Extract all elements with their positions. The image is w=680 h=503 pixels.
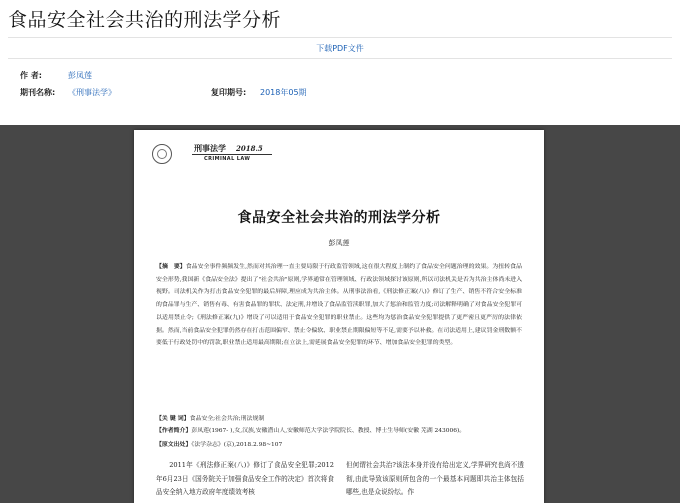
author-label: 作 者: bbox=[20, 71, 42, 80]
journal-issue: 2018.5 bbox=[236, 144, 263, 153]
abstract-label: 【摘 要】 bbox=[156, 263, 186, 270]
keywords-label: 【关 键 词】 bbox=[156, 415, 190, 422]
issue-label: 复印期号: bbox=[211, 88, 247, 97]
issue-link[interactable]: 2018年05期 bbox=[260, 88, 307, 97]
author-intro-label: 【作者简介】 bbox=[156, 427, 192, 434]
source-text: 《法学杂志》(京),2018.2.98~107 bbox=[191, 442, 283, 448]
author-intro bbox=[156, 425, 522, 438]
journal-name: 刑事法学 bbox=[194, 143, 226, 153]
author-row bbox=[20, 70, 42, 81]
page-title: 食品安全社会共治的刑法学分析 bbox=[8, 9, 282, 31]
journal-link[interactable]: 《刑事法学》 bbox=[68, 88, 116, 97]
author-link[interactable]: 彭凤莲 bbox=[68, 71, 92, 80]
download-pdf-link[interactable]: 下载PDF文件 bbox=[316, 44, 364, 53]
abstract bbox=[156, 261, 522, 350]
divider bbox=[8, 58, 672, 59]
author-intro-text: 彭凤莲(1967- ),女,汉族,安徽潜山人,安徽师范大学法学院院长、教授、博士生导师(安徽 芜湖 243006)。 bbox=[191, 428, 466, 434]
pdf-page bbox=[134, 130, 544, 503]
article-title: 食品安全社会共治的刑法学分析 bbox=[237, 210, 441, 226]
abstract-text: 食品安全事件频频发生,然而对其治理一直主要局限于行政监管领域,这在很大程度上制约了食品安全问题治理的效果。为扭转食品安全形势,我国新《食品安全法》提出了"社会共治"原则,学界通常在管理领域、行政法领域探讨该原则,所以司法机关是否为共治主体尚未进入视野。司法机关作为打击食品安全犯罪的最后屏障,理应成为共治主体。从刑事法治看,《刑法修正案(八)》修订了生产、销售不符合安全标准的食品罪与生产、销售有毒、有害食品罪的罪状、法定刑,并增设了食品监管渎职罪,加大了惩治和监管力度;司法解释明确了对食品安全犯罪可以适用禁止令;《刑法修正案(九)》增设了可以适用于食品安全犯罪的职业禁止。这些均为惩治食品安全犯罪提供了更严密且更严厉的法律依据。然而,当前食品安全犯罪仍然存在打击范围偏窄、禁止令偏软、职业禁止期限偏短等不足,需要予以补救。在司法适用上,建议罚金刑数额不要低于行政处罚中的罚款,职业禁止适用最高期限;在立法上,需延展食品安全犯罪的环节、增加食品安全犯罪的类型。 bbox=[156, 264, 523, 347]
source-label: 【原文出处】 bbox=[156, 441, 192, 448]
article-author: 彭凤莲 bbox=[328, 239, 350, 247]
header-rule bbox=[192, 154, 272, 155]
journal-english-name: CRIMINAL LAW bbox=[204, 156, 251, 162]
body-left-column: 2011年《刑法修正案(八)》修订了食品安全犯罪;2012年6月23日《国务院关于加强食品安全工作的决定》首次将食品安全纳入地方政府年度绩效考核 bbox=[156, 461, 334, 496]
body-right-column: 但何谓社会共治?该法本身并没有给出定义,学界研究也尚不透彻,由此导致该原则所包含的一个最基本问题即共治主体包括哪些,也是众说纷纭。作 bbox=[346, 461, 524, 496]
journal-label: 期刊名称: bbox=[20, 88, 56, 97]
keywords bbox=[156, 413, 522, 426]
source bbox=[156, 439, 522, 452]
journal-seal-icon bbox=[152, 144, 172, 164]
keywords-text: 食品安全;社会共治;刑法规制 bbox=[189, 416, 265, 422]
divider bbox=[8, 37, 672, 38]
